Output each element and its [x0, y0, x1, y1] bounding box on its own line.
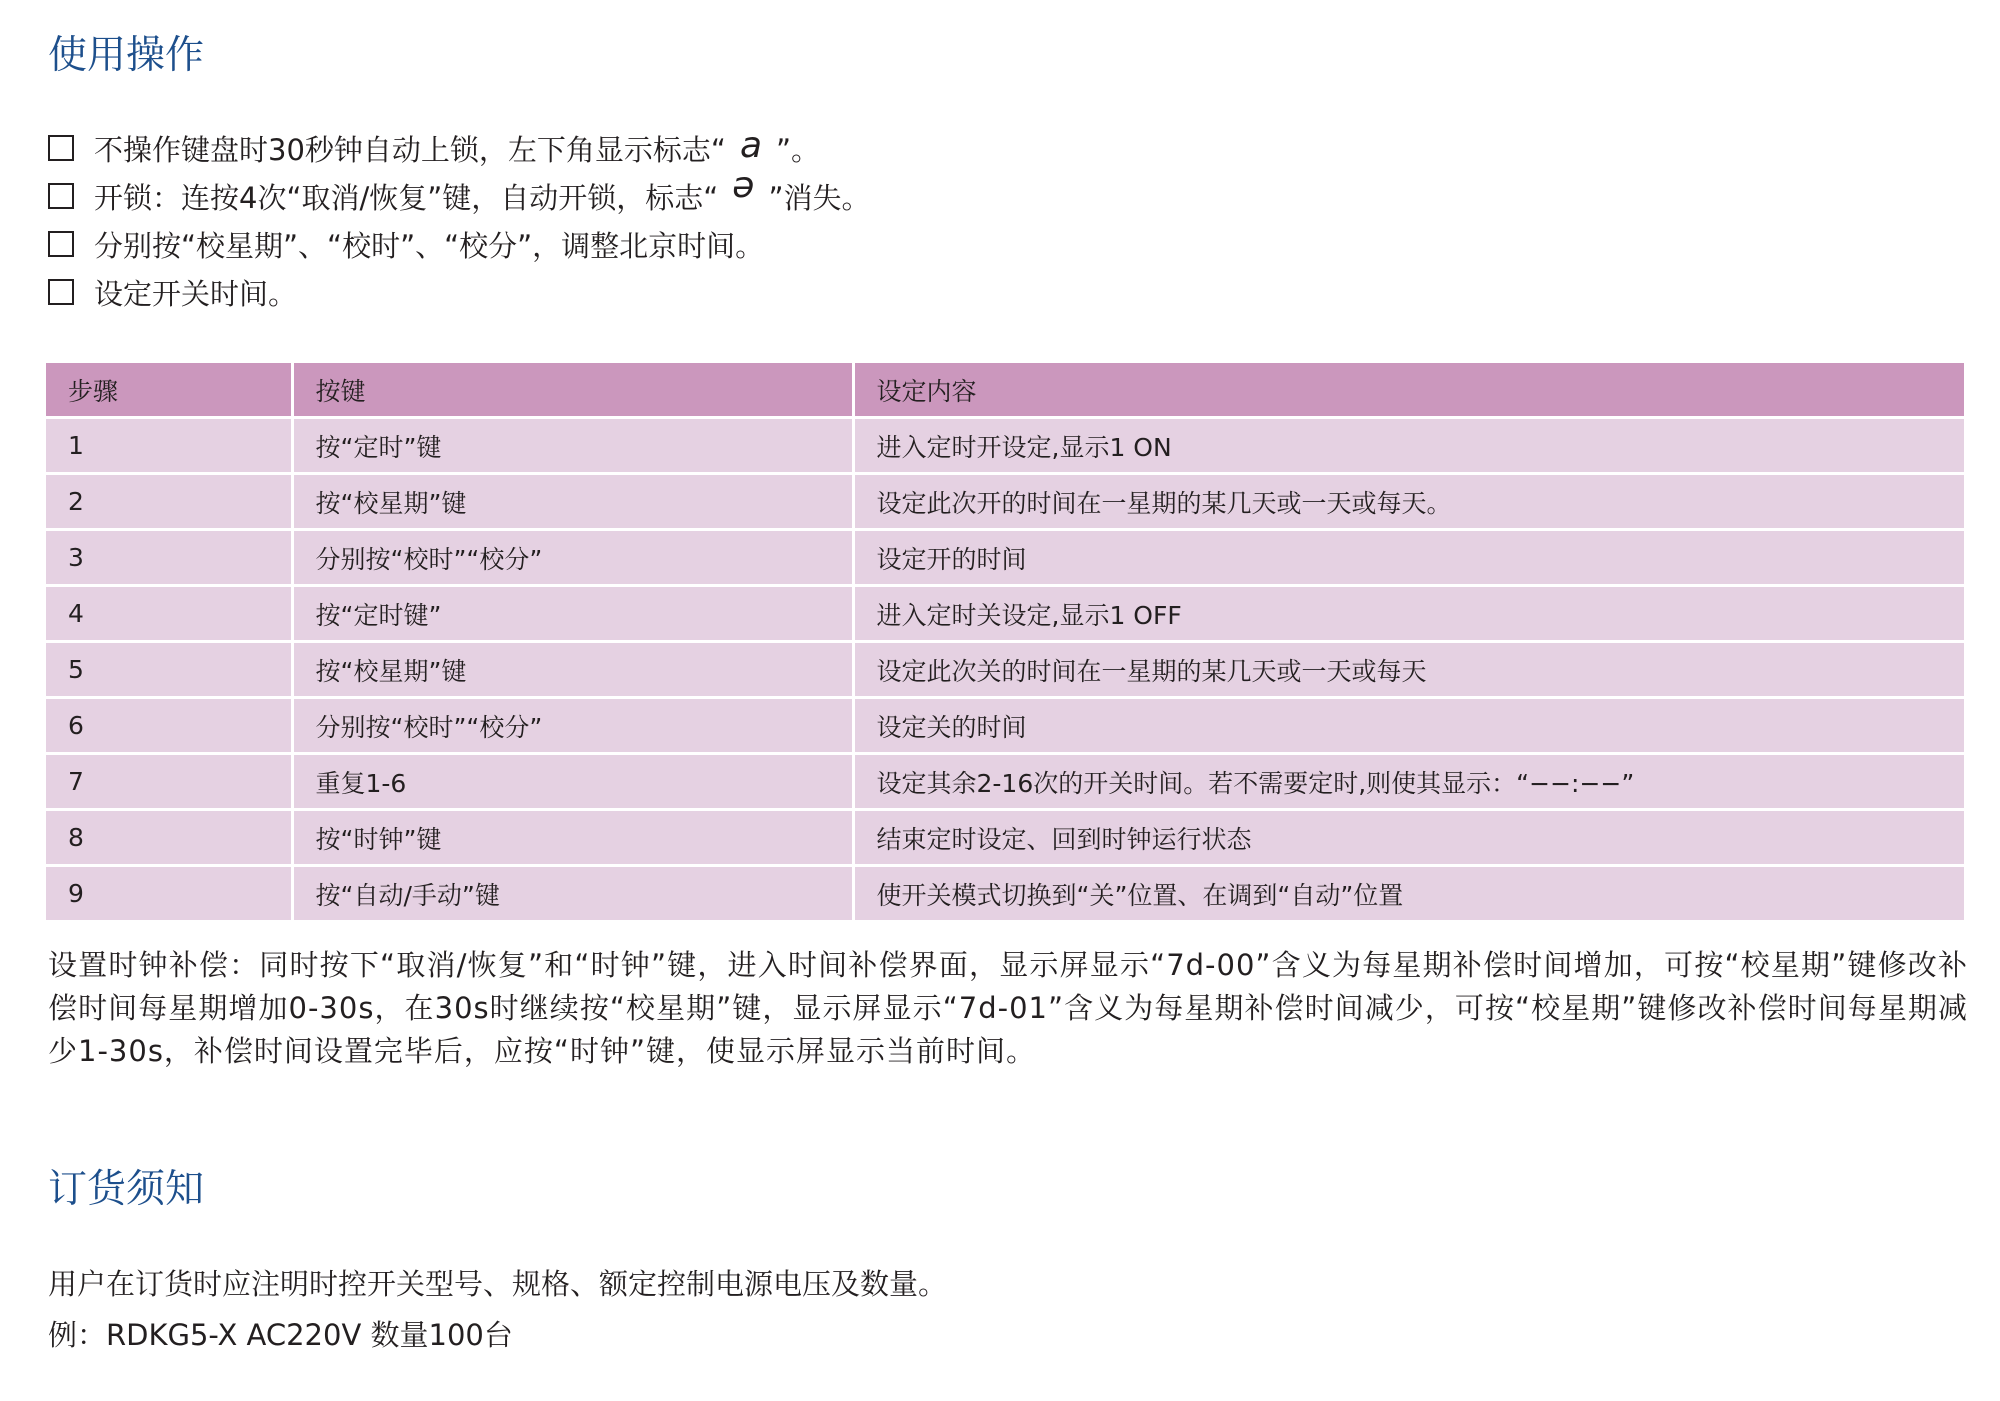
operation-text: ”。	[776, 132, 821, 167]
content-cell: 设定开的时间	[853, 530, 1964, 586]
operation-item	[48, 220, 870, 268]
checkbox-icon	[48, 183, 74, 209]
section-title-operation: 使用操作	[48, 33, 205, 78]
column-header-content: 设定内容	[853, 363, 1964, 418]
content-cell: 进入定时开设定,显示1 ON	[853, 418, 1964, 474]
step-cell: 3	[46, 530, 292, 586]
key-cell: 按“定时”键	[292, 418, 853, 474]
checkbox-icon	[48, 231, 74, 257]
key-cell: 重复1-6	[292, 754, 853, 810]
operation-text: 不操作键盘时30秒钟自动上锁，左下角显示标志“	[94, 132, 726, 167]
content-cell: 设定其余2-16次的开关时间。若不需要定时,则使其显示：“−−:−−”	[853, 754, 1964, 810]
section-title-ordering: 订货须知	[48, 1167, 205, 1212]
operation-text: 开锁：连按4次“取消/恢复”键，自动开锁，标志“	[94, 180, 719, 215]
table-row	[46, 586, 1964, 642]
step-cell: 2	[46, 474, 292, 530]
content-cell: 结束定时设定、回到时钟运行状态	[853, 810, 1964, 866]
column-header-step: 步骤	[46, 363, 292, 418]
content-cell: 进入定时关设定,显示1 OFF	[853, 586, 1964, 642]
ordering-example: 例：RDKG5-X AC220V 数量100台	[48, 1318, 513, 1352]
clock-compensation-note: 设置时钟补偿：同时按下“取消/恢复”和“时钟”键，进入时间补偿界面，显示屏显示“7d-00”含义为每星期补偿时间增加，可按“校星期”键修改补偿时间每星期增加0-30s，在30s时继续按“校星期”键，显示屏显示“7d-01”含义为每星期补偿时间减少，可按“校星期”键修改补偿时间每星期减少1-30s，补偿时间设置完毕后，应按“时钟”键，使显示屏显示当前时间。	[48, 948, 1968, 1068]
table-row	[46, 866, 1964, 922]
table-row	[46, 418, 1964, 474]
step-cell: 5	[46, 642, 292, 698]
key-cell: 按“校星期”键	[292, 642, 853, 698]
table-row	[46, 698, 1964, 754]
checkbox-icon	[48, 279, 74, 305]
content-cell: 设定此次开的时间在一星期的某几天或一天或每天。	[853, 474, 1964, 530]
table-row	[46, 754, 1964, 810]
table-row	[46, 530, 1964, 586]
table-row	[46, 810, 1964, 866]
content-cell: 使开关模式切换到“关”位置、在调到“自动”位置	[853, 866, 1964, 922]
operation-list	[48, 124, 870, 316]
step-cell: 9	[46, 866, 292, 922]
checkbox-icon	[48, 135, 74, 161]
lock-indicator-symbol: ə	[732, 165, 755, 206]
key-cell: 按“时钟”键	[292, 810, 853, 866]
operation-text: 设定开关时间。	[94, 276, 298, 311]
table-row	[46, 642, 1964, 698]
key-cell: 按“校星期”键	[292, 474, 853, 530]
key-cell: 按“自动/手动”键	[292, 866, 853, 922]
settings-table	[46, 363, 1964, 923]
step-cell: 4	[46, 586, 292, 642]
key-cell: 按“定时键”	[292, 586, 853, 642]
table-header-row	[46, 363, 1964, 418]
operation-item	[48, 165, 871, 220]
content-cell: 设定此次关的时间在一星期的某几天或一天或每天	[853, 642, 1964, 698]
content-cell: 设定关的时间	[853, 698, 1964, 754]
operation-text: ”消失。	[768, 180, 871, 215]
operation-text: 分别按“校星期”、“校时”、“校分”，调整北京时间。	[94, 228, 765, 263]
step-cell: 7	[46, 754, 292, 810]
lock-indicator-symbol: a	[739, 125, 762, 166]
key-cell: 分别按“校时”“校分”	[292, 530, 853, 586]
key-cell: 分别按“校时”“校分”	[292, 698, 853, 754]
column-header-key: 按键	[292, 363, 853, 418]
step-cell: 6	[46, 698, 292, 754]
step-cell: 8	[46, 810, 292, 866]
step-cell: 1	[46, 418, 292, 474]
operation-item	[48, 268, 870, 316]
table-row	[46, 474, 1964, 530]
ordering-instruction: 用户在订货时应注明时控开关型号、规格、额定控制电源电压及数量。	[48, 1267, 948, 1301]
